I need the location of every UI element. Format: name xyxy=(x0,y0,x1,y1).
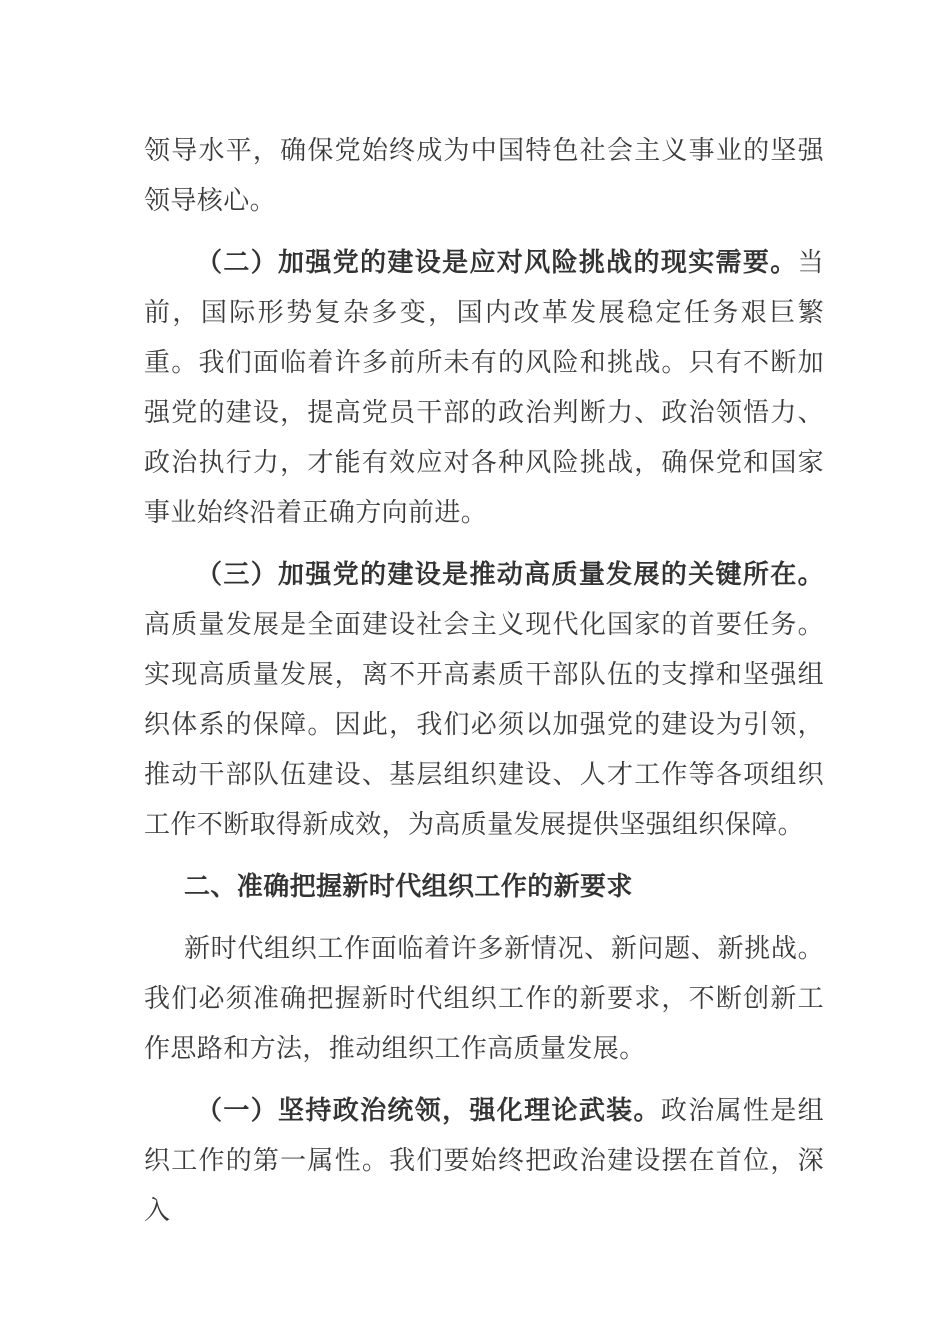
paragraph-subsection-1 xyxy=(144,1086,824,1236)
paragraph-text: 当前，国际形势复杂多变，国内改革发展稳定任务艰巨繁重。我们面临着许多前所未有的风险和挑战。只有不断加强党的建设，提高党员干部的政治判断力、政治领悟力、政治执行力，才能有效应对各种风险挑战，确保党和国家事业始终沿着正确方向前进。 xyxy=(144,248,824,528)
paragraph-continuation xyxy=(144,126,824,226)
section-heading: 二、准确把握新时代组织工作的新要求 xyxy=(184,872,633,902)
paragraph-lead: （三）加强党的建设是推动高质量发展的关键所在。 xyxy=(196,560,824,590)
paragraph-text: 政治属性是组织工作的第一属性。我们要始终把政治建设摆在首位，深入 xyxy=(144,1096,824,1226)
document-body xyxy=(144,126,824,1236)
paragraph-text: 高质量发展是全面建设社会主义现代化国家的首要任务。实现高质量发展，离不开高素质干部队伍的支撑和坚强组织体系的保障。因此，我们必须以加强党的建设为引领，推动干部队伍建设、基层组织建设、人才工作等各项组织工作不断取得新成效，为高质量发展提供坚强组织保障。 xyxy=(144,610,824,840)
paragraph-intro xyxy=(144,924,824,1074)
paragraph-section-3 xyxy=(144,550,824,850)
paragraph-text: 新时代组织工作面临着许多新情况、新问题、新挑战。我们必须准确把握新时代组织工作的新要求，不断创新工作思路和方法，推动组织工作高质量发展。 xyxy=(144,934,824,1064)
paragraph-section-2 xyxy=(144,238,824,538)
paragraph-lead: （二）加强党的建设是应对风险挑战的现实需要。 xyxy=(196,248,798,278)
paragraph-lead: （一）坚持政治统领，强化理论武装。 xyxy=(196,1096,661,1126)
paragraph-text: 领导水平，确保党始终成为中国特色社会主义事业的坚强领导核心。 xyxy=(144,136,824,216)
